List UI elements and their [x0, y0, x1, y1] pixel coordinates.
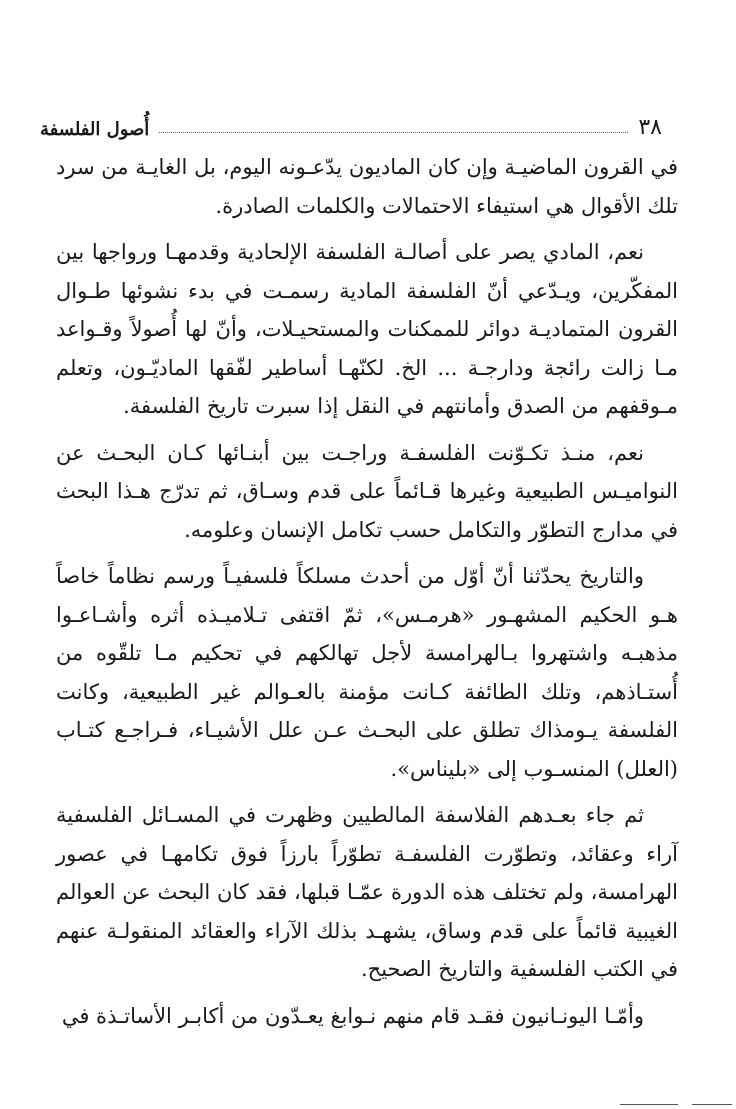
running-header: [40, 106, 662, 140]
paragraph: وأمّـا اليونـانيون فقـد قام منهم نـوابغ يعـدّون من أكابـر الأساتـذة في: [61, 1003, 644, 1028]
footer-rules: [620, 1100, 736, 1109]
body-text: [56, 148, 678, 1043]
book-title: أُصول الفلسفة: [40, 119, 150, 140]
paragraph: نعم، المادي يصر على أصالـة الفلسفة الإلحادية وقدمهـا ورواجها بين المفكّرين، ويـدّعي أنّ الفلسفة المادية رسمـت في بدء نشوئها طـوال القرون المتماديـة دوائر للممكنات والمستحيـلات، وأنّ لها أُصولاً وقـواعد مـا زالت رائجة ودارجـة ... الخ. لكنّهـا أساطير لفّقها الماديّـون، وتعلم مـوقفهم من الصدق وأمانتهم في النقل إذا سبرت تاريخ الفلسفة.: [56, 240, 678, 418]
paragraph: نعم، منـذ تكـوّنت الفلسفـة وراجـت بين أبنـائها كـان البحـث عن النواميـس الطبيعية وغيرها قـائماً على قدم وسـاق، ثم تدرّج هـذا البحث في مدارج التطوّر والتكامل حسب تكامل الإنسان وعلومه.: [56, 440, 678, 542]
footer-rule: [692, 1104, 732, 1105]
paragraph: والتاريخ يحدّثنا أنّ أوّل من أحدث مسلكاً فلسفيـاً ورسم نظاماً خاصاً هـو الحكيم المشهـور «هرمـس»، ثمّ اقتفى تـلاميـذه أثره وأشـاعـوا مذهبـه واشتهروا بـالهرامسة لأجل تهالكهم في تحكيم مـا تلقّوه من أُستـاذهم، وتلك الطائفة كـانت مؤمنة بالعـوالم غير الطبيعية، وكانت الفلسفة يـومذاك تطلق على البحـث عـن علل الأشيـاء، فـراجـع كتـاب (العلل) المنسـوب إلى «بليناس».: [56, 564, 678, 781]
dotted-leader: [159, 132, 628, 133]
page-number: ٣٨: [638, 115, 662, 140]
paragraph: في القرون الماضيـة وإن كان الماديون يدّعـونه اليوم، بل الغايـة من سرد تلك الأقوال هي استيفاء الاحتمالات والكلمات الصادرة.: [56, 155, 678, 218]
paragraph: ثم جاء بعـدهم الفلاسفة المالطيين وظهرت في المسـائل الفلسفية آراء وعقائد، وتطوّرت الفلسفـة تطوّراً بارزاً فوق تكامهـا في عصور الهرامسة، ولم تختلف هذه الدورة عمّـا قبلها، فقد كان البحث عن العوالم الغيبية قائماً على قدم وساق، يشهـد بذلك الآراء والعقائد المنقولـة عنهم في الكتب الفلسفية والتاريخ الصحيح.: [56, 803, 678, 981]
footer-rule: [620, 1104, 678, 1105]
